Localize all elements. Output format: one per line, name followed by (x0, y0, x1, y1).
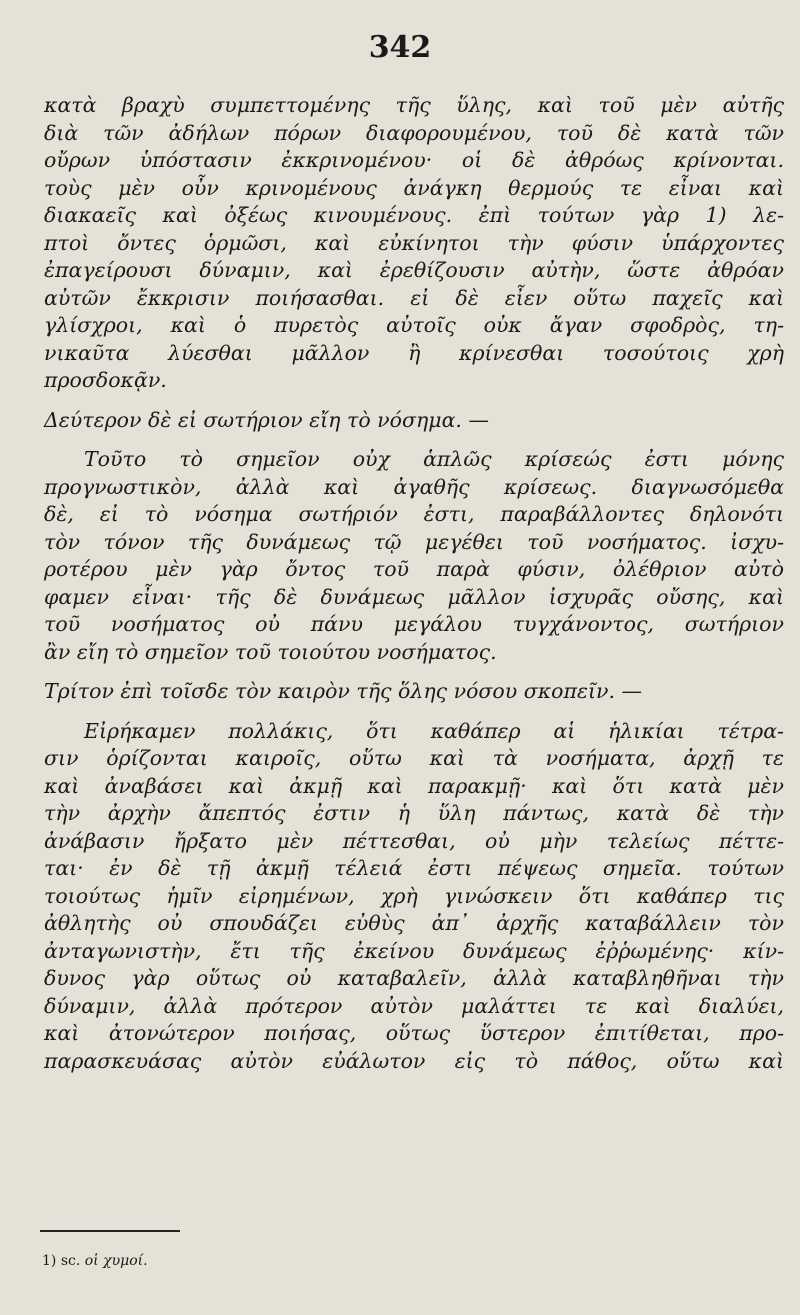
text-line: σιν ὁρίζονται καιροῖς, οὕτω καὶ τὰ νοσήματα, ἀρχῇ τε (44, 746, 784, 770)
text-line: δὲ, εἰ τὸ νόσημα σωτήριόν ἐστι, παραβάλλοντες δηλονότι (44, 502, 784, 526)
text-line: παρασκευάσας αὐτὸν εὐάλωτον εἰς τὸ πάθος, οὕτω καὶ (44, 1048, 784, 1073)
text-line: ἀνάβασιν ἤρξατο μὲν πέττεσθαι, οὐ μὴν τελείως πέττε- (44, 828, 784, 853)
text-line: ται· ἐν δὲ τῇ ἀκμῇ τέλειά ἐστι πέψεως σημεῖα. τούτων (44, 856, 784, 880)
text-line: τοὺς μὲν οὖν κρινομένους ἀνάγκη θερμούς τε εἶναι καὶ (44, 175, 784, 200)
text-line: πτοὶ ὄντες ὁρμῶσι, καὶ εὐκίνητοι τὴν φύσιν ὑπάρχοντες (44, 230, 784, 255)
text-line: τὸν τόνον τῆς δυνάμεως τῷ μεγέθει τοῦ νοσήματος. ἰσχυ- (44, 529, 784, 554)
text-line: τοῦ νοσήματος οὐ πάνυ μεγάλου τυγχάνοντος, σωτήριον (44, 612, 784, 636)
text-line: ἀνταγωνιστὴν, ἔτι τῆς ἐκείνου δυνάμεως ἐῤῥωμένης· κίν- (44, 938, 784, 963)
footnote (42, 1252, 148, 1270)
section-heading-third: Τρίτον ἐπὶ τοῖσδε τὸν καιρὸν τῆς ὅλης νόσου σκοπεῖν. — (44, 679, 643, 703)
body-text (44, 92, 784, 1075)
text-line: ἐπαγείρουσι δύναμιν, καὶ ἐρεθίζουσιν αὐτὴν, ὥστε ἀθρόαν (44, 258, 784, 282)
text-line: ἀθλητὴς οὐ σπουδάζει εὐθὺς ἀπ᾽ ἀρχῆς καταβάλλειν τὸν (44, 911, 784, 935)
text-line: οὔρων ὑπόστασιν ἐκκρινομένου· οἱ δὲ ἀθρόως κρίνονται. (44, 148, 784, 172)
text-line: γλίσχροι, καὶ ὁ πυρετὸς αὐτοῖς οὐκ ἄγαν σφοδρὸς, τη- (44, 313, 784, 337)
text-line: ἂν εἴη τὸ σημεῖον τοῦ τοιούτου νοσήματος. (44, 639, 497, 664)
text-line: προγνωστικὸν, ἀλλὰ καὶ ἀγαθῆς κρίσεως. διαγνωσόμεθα (44, 474, 784, 499)
text-line: τὴν ἀρχὴν ἄπεπτός ἐστιν ἡ ὕλη πάντως, κατὰ δὲ τὴν (44, 801, 784, 825)
section-heading-second: Δεύτερον δὲ εἰ σωτήριον εἴη τὸ νόσημα. — (44, 407, 489, 432)
footnote-marker: 1) sc. (42, 1253, 81, 1269)
text-line: ροτέρου μὲν γὰρ ὄντος τοῦ παρὰ φύσιν, ὀλέθριον αὐτὸ (44, 557, 784, 581)
text-line: διὰ τῶν ἀδήλων πόρων διαφορουμένου, τοῦ δὲ κατὰ τῶν (44, 120, 784, 145)
text-line: προσδοκᾷν. (44, 368, 167, 392)
text-line: καὶ ἀναβάσει καὶ ἀκμῇ καὶ παρακμῇ· καὶ ὅτι κατὰ μὲν (44, 773, 784, 798)
text-line: νικαῦτα λύεσθαι μᾶλλον ἢ κρίνεσθαι τοσούτοις χρὴ (44, 340, 784, 365)
text-line: δύναμιν, ἀλλὰ πρότερον αὐτὸν μαλάττει τε καὶ διαλύει, (44, 993, 784, 1018)
text-line: φαμεν εἶναι· τῆς δὲ δυνάμεως μᾶλλον ἰσχυρᾶς οὔσης, καὶ (44, 584, 784, 609)
text-line: κατὰ βραχὺ συμπεττομένης τῆς ὕλης, καὶ τοῦ μὲν αὐτῆς (44, 93, 784, 117)
text-line: αὐτῶν ἔκκρισιν ποιήσασθαι. εἰ δὲ εἶεν οὕτω παχεῖς καὶ (44, 285, 784, 310)
text-line: καὶ ἀτονώτερον ποιήσας, οὕτως ὕστερον ἐπιτίθεται, προ- (44, 1021, 784, 1045)
text-line: δυνος γὰρ οὕτως οὐ καταβαλεῖν, ἀλλὰ καταβληθῆναι τὴν (44, 966, 784, 990)
text-line: Εἰρήκαμεν πολλάκις, ὅτι καθάπερ αἱ ἡλικίαι τέτρα- (84, 718, 784, 743)
text-line: τοιούτως ἡμῖν εἰρημένων, χρὴ γινώσκειν ὅτι καθάπερ τις (44, 883, 784, 908)
footnote-divider (40, 1230, 180, 1232)
text-line: διακαεῖς καὶ ὀξέως κινουμένους. ἐπὶ τούτων γὰρ 1) λε- (44, 203, 784, 227)
page-number: 342 (368, 30, 432, 65)
footnote-text: οἱ χυμοί. (84, 1253, 148, 1269)
text-line: Τοῦτο τὸ σημεῖον οὐχ ἁπλῶς κρίσεώς ἐστι μόνης (84, 447, 784, 471)
